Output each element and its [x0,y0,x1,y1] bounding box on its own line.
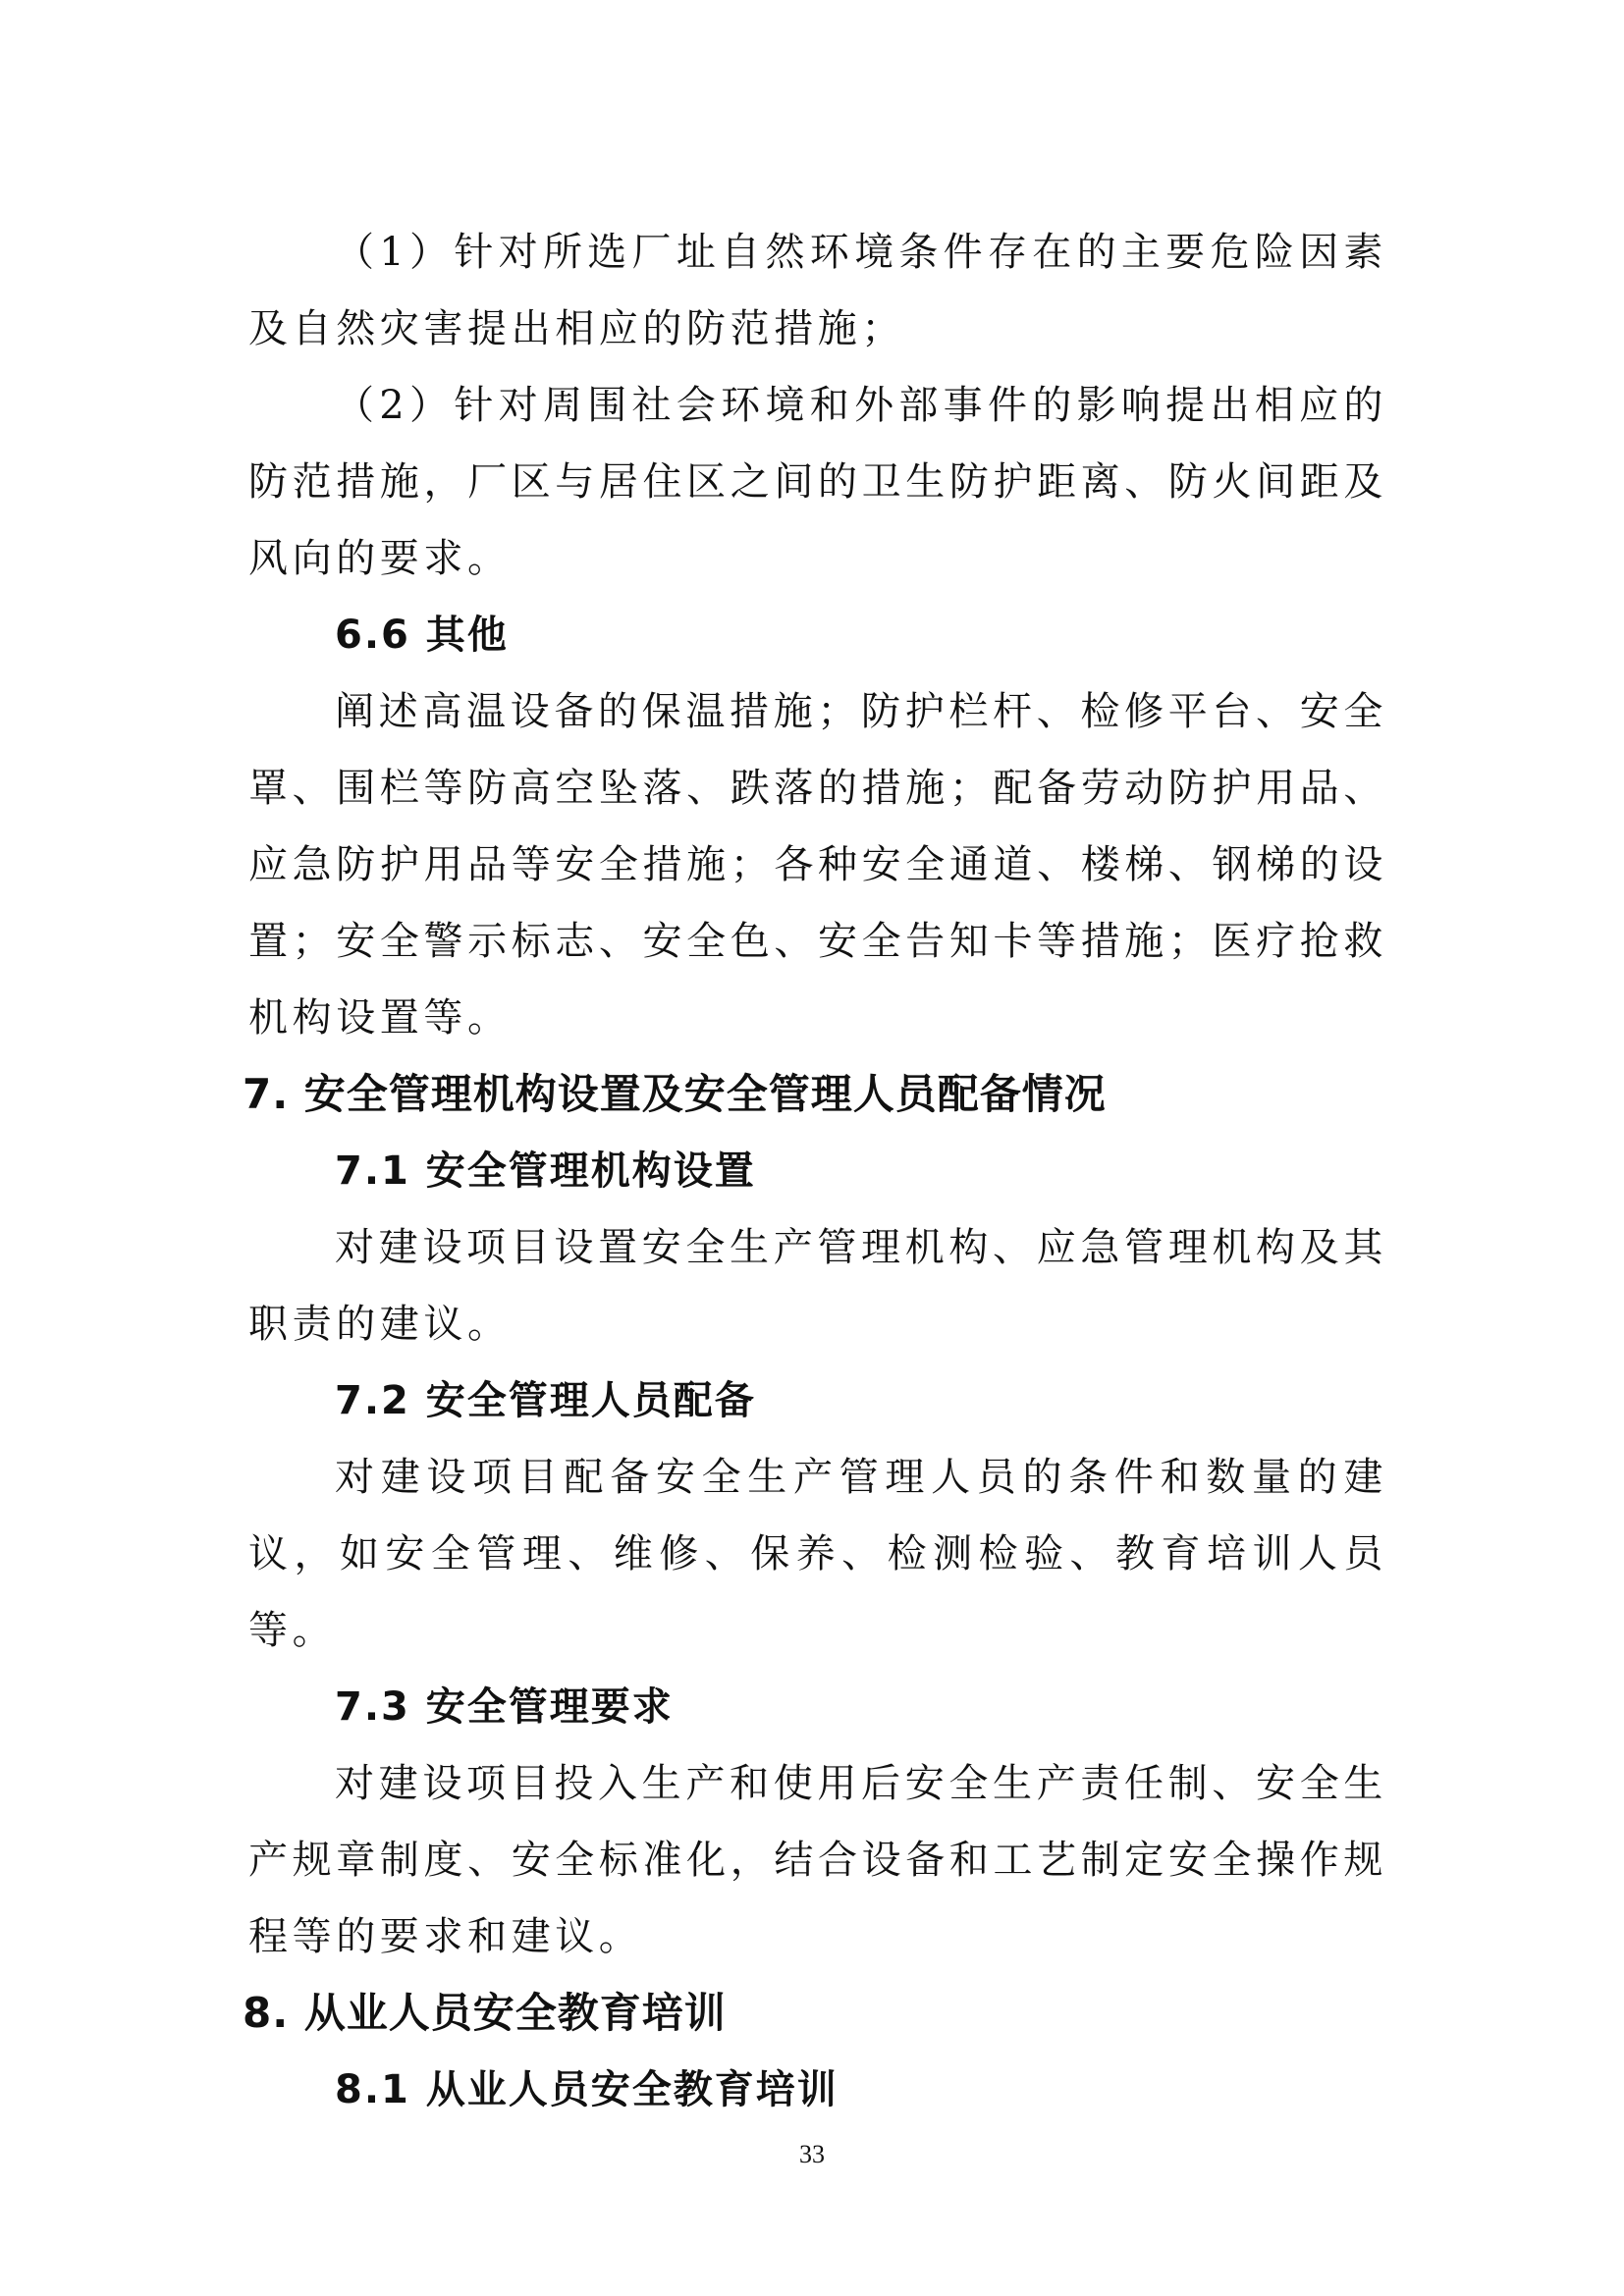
section-heading-7-1: 7.1 安全管理机构设置 [335,1148,756,1194]
section-heading-6-6: 6.6 其他 [335,613,509,658]
section-heading-8-1: 8.1 从业人员安全教育培训 [335,2067,839,2112]
chapter-heading-8: 8. 从业人员安全教育培训 [243,1989,727,2037]
paragraph-management-staff: 对建设项目配备安全生产管理人员的条件和数量的建议，如安全管理、维修、保养、检测检验、教育培训人员等。 [248,1455,1387,1653]
paragraph-social-environment: （2）针对周围社会环境和外部事件的影响提出相应的防范措施，厂区与居住区之间的卫生防护距离、防火间距及风向的要求。 [248,383,1387,581]
paragraph-other-measures: 阐述高温设备的保温措施；防护栏杆、检修平台、安全罩、围栏等防高空坠落、跌落的措施；配备劳动防护用品、应急防护用品等安全措施；各种安全通道、楼梯、钢梯的设置；安全警示标志、安全色、安全告知卡等措施；医疗抢救机构设置等。 [248,689,1387,1041]
paragraph-natural-hazards: （1）针对所选厂址自然环境条件存在的主要危险因素及自然灾害提出相应的防范措施； [248,230,1387,351]
paragraph-management-org: 对建设项目设置安全生产管理机构、应急管理机构及其职责的建议。 [248,1225,1387,1347]
page-number: 33 [799,2140,825,2168]
document-body [243,214,1387,2128]
chapter-heading-7: 7. 安全管理机构设置及安全管理人员配备情况 [243,1070,1107,1118]
section-heading-7-3: 7.3 安全管理要求 [335,1684,674,1730]
section-heading-7-2: 7.2 安全管理人员配备 [335,1378,756,1423]
paragraph-management-requirements: 对建设项目投入生产和使用后安全生产责任制、安全生产规章制度、安全标准化，结合设备和工艺制定安全操作规程等的要求和建议。 [248,1761,1387,1959]
